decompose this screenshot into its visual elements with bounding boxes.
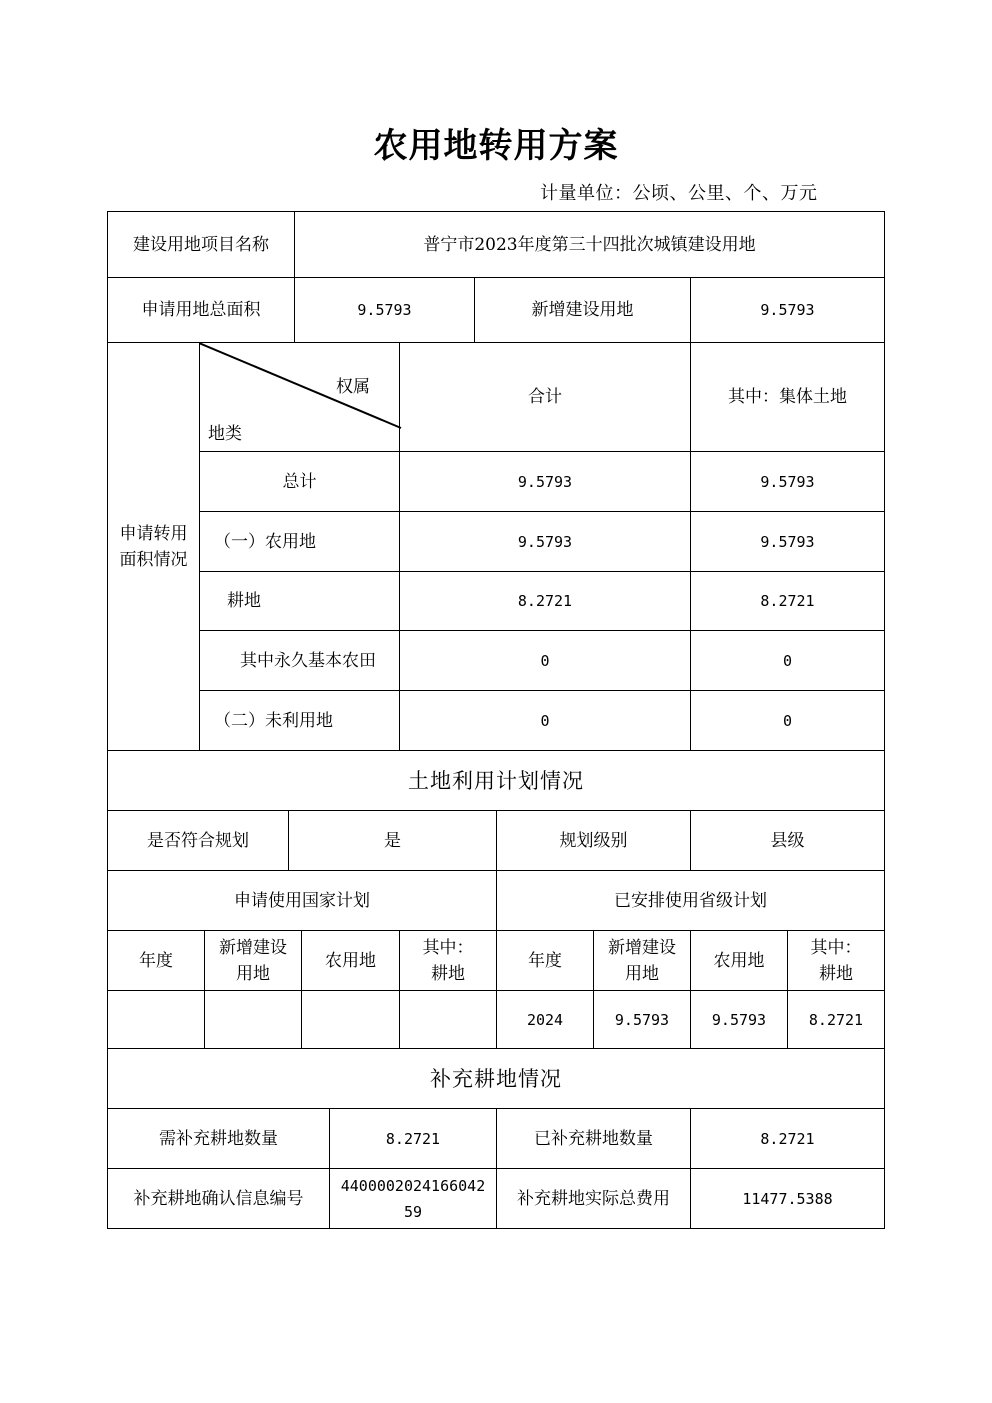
total-area-label: 申请用地总面积 — [141, 300, 261, 320]
done-supplement-label: 已补充耕地数量 — [534, 1128, 653, 1149]
required-supplement-value: 8.2721 — [385, 1129, 441, 1148]
header-landtype-label: 地类 — [208, 424, 242, 444]
provincial-cultivated-value: 8.2721 — [808, 1010, 864, 1029]
national-year-value — [108, 991, 204, 1048]
national-new-value — [205, 991, 301, 1048]
unit-note: 计量单位：公顷、公里、个、万元 — [540, 183, 818, 204]
new-construction-label: 新增建设用地 — [531, 300, 634, 320]
row-label-permanent: 其中永久基本农田 — [240, 650, 376, 671]
national-cultivated-header: 其中：耕地 — [422, 937, 474, 984]
national-new-header: 新增建设用地 — [219, 937, 287, 984]
row-label-unused: （二）未利用地 — [214, 710, 333, 731]
conversion-section-label: 申请转用面积情况 — [119, 523, 188, 570]
row-label-total: 总计 — [282, 471, 317, 492]
row-label-cultivated: 耕地 — [227, 591, 261, 611]
national-cultivated-value — [400, 991, 496, 1048]
provincial-farmland-header: 农用地 — [713, 950, 765, 971]
provincial-new-value: 9.5793 — [614, 1010, 670, 1029]
row-permanent-collective: 0 — [782, 651, 793, 670]
land-plan-section-title: 土地利用计划情况 — [408, 768, 584, 793]
compliance-value: 是 — [384, 830, 401, 851]
row-total-collective: 9.5793 — [760, 472, 815, 491]
row-label-farmland: （一）农用地 — [214, 531, 316, 552]
row-cultivated-collective: 8.2721 — [760, 592, 815, 610]
page-title: 农用地转用方案 — [373, 126, 619, 166]
project-name-label: 建设用地项目名称 — [133, 234, 269, 255]
new-construction-value: 9.5793 — [760, 301, 815, 319]
row-cultivated-value: 8.2721 — [517, 592, 573, 610]
row-farmland-value: 9.5793 — [517, 532, 573, 551]
row-unused-collective: 0 — [782, 711, 793, 730]
row-permanent-value: 0 — [540, 651, 550, 670]
provincial-year-value: 2024 — [526, 1010, 564, 1029]
col-total-header: 合计 — [528, 387, 562, 407]
actual-cost-value: 11477.5388 — [742, 1189, 833, 1208]
row-total-value: 9.5793 — [517, 472, 573, 491]
provincial-year-header: 年度 — [528, 950, 562, 971]
confirm-id-value: 440000202416604259 — [340, 1176, 486, 1221]
done-supplement-value: 8.2721 — [760, 1129, 815, 1148]
national-plan-label: 申请使用国家计划 — [234, 890, 370, 911]
total-area-value: 9.5793 — [357, 301, 412, 319]
confirm-id-label: 补充耕地确认信息编号 — [133, 1188, 304, 1209]
plan-level-label: 规划级别 — [559, 830, 628, 851]
provincial-cultivated-header: 其中：耕地 — [810, 937, 862, 984]
provincial-plan-label: 已安排使用省级计划 — [614, 890, 767, 911]
row-unused-value: 0 — [540, 711, 550, 730]
supplement-section-title: 补充耕地情况 — [430, 1066, 562, 1091]
provincial-new-header: 新增建设用地 — [608, 937, 676, 984]
actual-cost-label: 补充耕地实际总费用 — [517, 1188, 670, 1209]
national-year-header: 年度 — [139, 950, 173, 971]
col-collective-header: 其中：集体土地 — [728, 387, 847, 407]
required-supplement-label: 需补充耕地数量 — [159, 1128, 278, 1149]
national-farmland-header: 农用地 — [325, 950, 376, 971]
project-name-value: 普宁市2023年度第三十四批次城镇建设用地 — [423, 234, 756, 255]
row-farmland-collective: 9.5793 — [760, 532, 815, 551]
provincial-farmland-value: 9.5793 — [711, 1010, 767, 1029]
header-ownership-label: 权属 — [336, 377, 370, 397]
plan-level-value: 县级 — [770, 830, 805, 851]
national-farmland-value — [302, 991, 399, 1048]
compliance-label: 是否符合规划 — [147, 830, 249, 851]
